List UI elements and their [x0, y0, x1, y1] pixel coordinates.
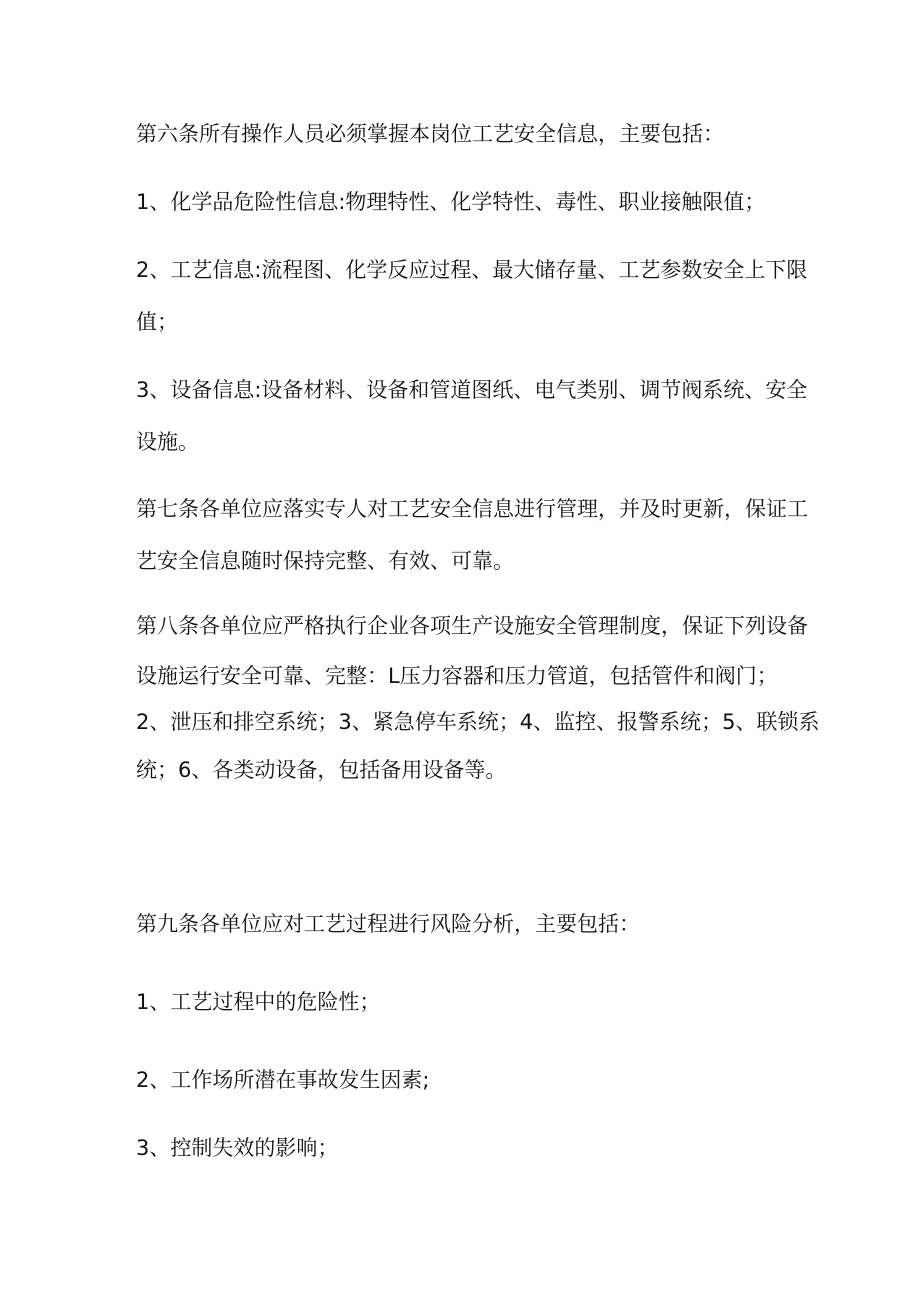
article-6-item-3-line-1: 3、设备信息:设备材料、设备和管道图纸、电气类别、调节阀系统、安全	[136, 378, 808, 402]
article-8-line-3: 2、泄压和排空系统；3、紧急停车系统；4、监控、报警系统；5、联锁系	[136, 710, 820, 734]
article-8-line-1: 第八条各单位应严格执行企业各项生产设施安全管理制度，保证下列设备	[136, 614, 808, 638]
article-8-line-2: 设施运行安全可靠、完整：L压力容器和压力管道，包括管件和阀门；	[136, 664, 778, 688]
article-9-heading: 第九条各单位应对工艺过程进行风险分析，主要包括：	[136, 912, 640, 936]
article-9-item-3: 3、控制失效的影响；	[136, 1136, 339, 1160]
article-9-item-2: 2、工作场所潜在事故发生因素;	[136, 1068, 430, 1092]
article-9-item-1: 1、工艺过程中的危险性；	[136, 990, 381, 1014]
article-6-item-1: 1、化学品危险性信息:物理特性、化学特性、毒性、职业接触限值；	[136, 190, 766, 214]
article-6-item-3-line-2: 设施。	[136, 430, 199, 454]
article-6-item-2-line-2: 值；	[136, 310, 178, 334]
article-8-line-4: 统；6、各类动设备，包括备用设备等。	[136, 758, 507, 782]
article-6-heading: 第六条所有操作人员必须掌握本岗位工艺安全信息，主要包括：	[136, 122, 724, 146]
article-6-item-2-line-1: 2、工艺信息:流程图、化学反应过程、最大储存量、工艺参数安全上下限	[136, 258, 808, 282]
article-7-line-1: 第七条各单位应落实专人对工艺安全信息进行管理，并及时更新，保证工	[136, 497, 808, 521]
article-7-line-2: 艺安全信息随时保持完整、有效、可靠。	[136, 549, 514, 573]
